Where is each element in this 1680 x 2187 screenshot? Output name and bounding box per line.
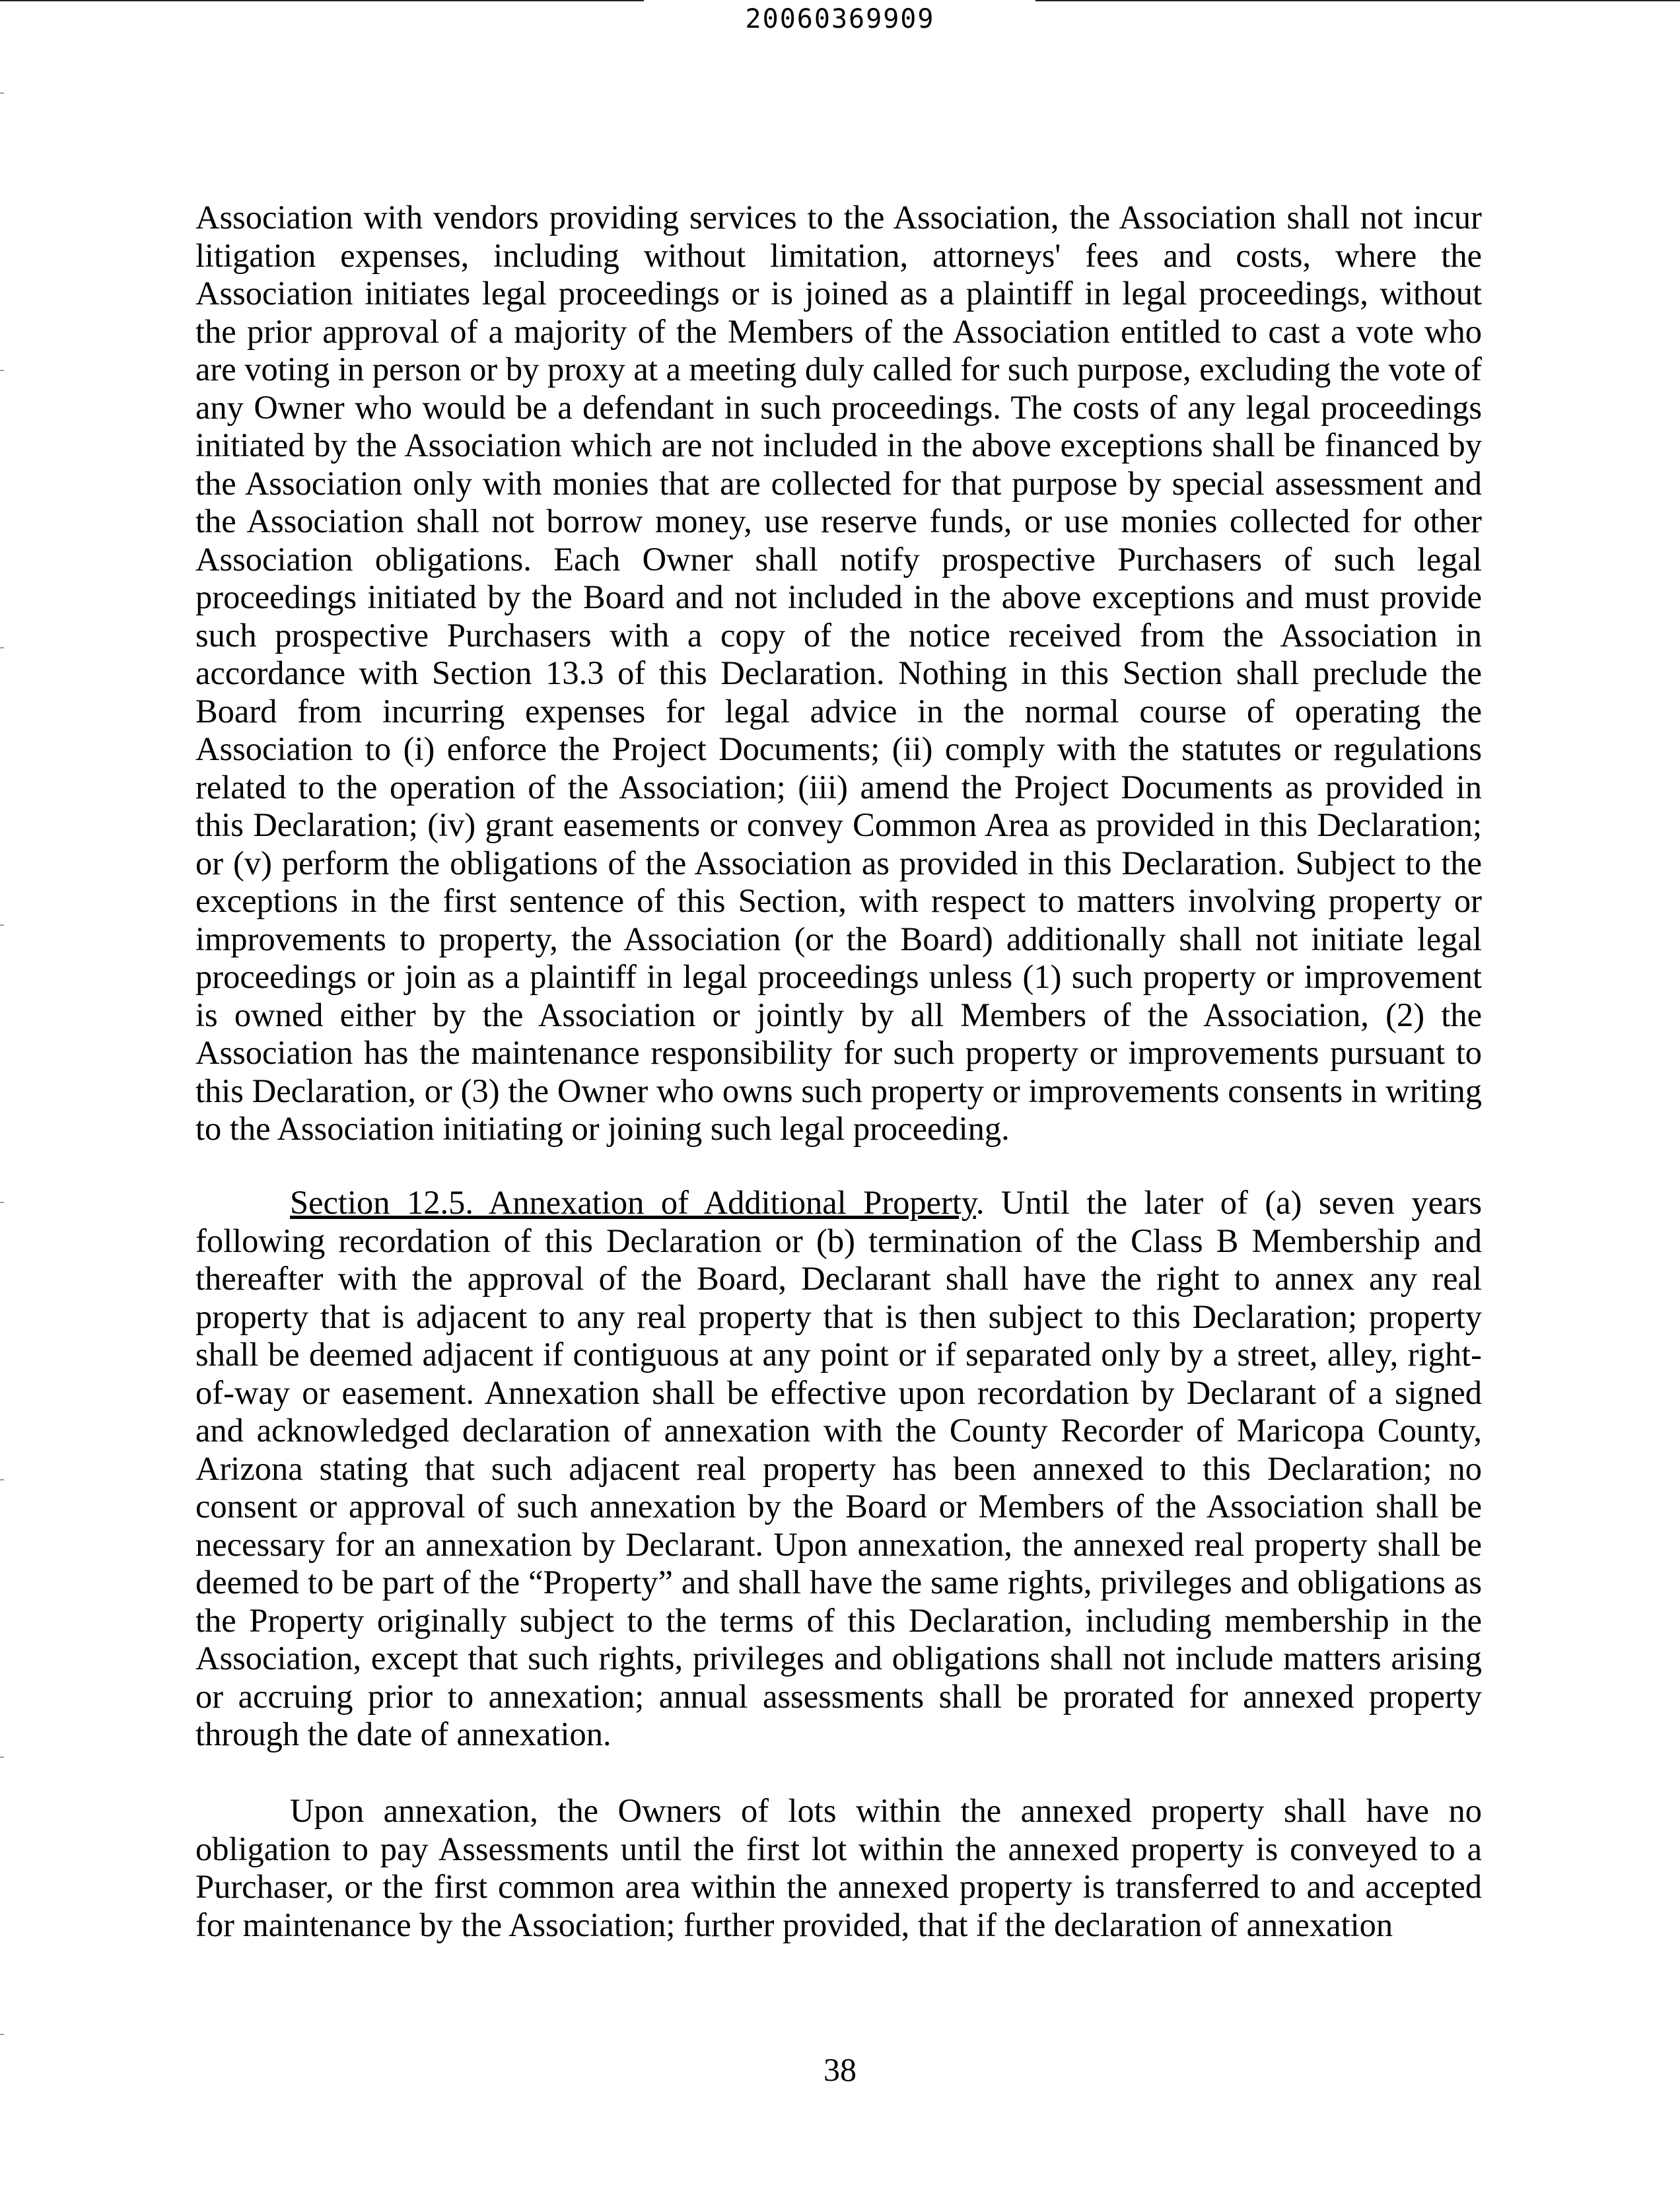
scan-edge-mark [0,1202,4,1203]
scan-edge-mark [0,647,4,648]
paragraph-litigation-expenses: Association with vendors providing services to the Association, the Association shall not incur litigation expenses, including without limitation, attorneys' fees and costs, where the Association initiates legal proceedings or is joined as a plaintiff in legal proceedings, without the prior approval of a majority of the Members of the Association entitled to cast a vote who are voting in person or by proxy at a meeting duly called for such purpose, excluding the vote of any Owner who would be a defendant in such proceedings. The costs of any legal proceedings initiated by the Association which are not included in the above exceptions shall be financed by the Association only with monies that are collected for that purpose by special assessment and the Association shall not borrow money, use reserve funds, or use monies collected for other Association obligations. Each Owner shall notify prospective Purchasers of such legal proceedings initiated by the Board and not included in the above exceptions and must provide such prospective Purchasers with a copy of the notice received from the Association in accordance with Section 13.3 of this Declaration. Nothing in this Section shall preclude the Board from incurring expenses for legal advice in the normal course of operating the Association to (i) enforce the Project Documents; (ii) comply with the statutes or regulations related to the operation of the Association; (iii) amend the Project Documents as provided in this Declaration; (iv) grant easements or convey Common Area as provided in this Declaration; or (v) perform the obligations of the Association as provided in this Declaration. Subject to the exceptions in the first sentence of this Section, with respect to matters involving property or improvements to property, the Association (or the Board) additionally shall not initiate legal proceedings or join as a plaintiff in legal proceedings unless (1) such property or improvement is owned either by the Association or jointly by all Members of the Association, (2) the Association has the maintenance responsibility for such property or improvements pursuant to this Declaration, or (3) the Owner who owns such property or improvements consents in writing to the Association initiating or joining such legal proceeding. [195,199,1482,1147]
scan-edge-mark [0,370,4,371]
scan-edge-mark [0,92,4,94]
section-12-5-paragraph [195,1184,1482,1754]
section-12-5-text: . Until the later of (a) seven years following recordation of this Declaration or (b) termination of the Class B Membership and thereafter with the approval of the Board, Declarant shall have the right to annex any real property that is adjacent to any real property that is then subject to this Declaration; property shall be deemed adjacent if contiguous at any point or if separated only by a street, alley, right-of-way or easement. Annexation shall be effective upon recordation by Declarant of a signed and acknowledged declaration of annexation with the County Recorder of Maricopa County, Arizona stating that such adjacent real property has been annexed to this Declaration; no consent or approval of such annexation by the Board or Members of the Association shall be necessary for an annexation by Declarant. Upon annexation, the annexed real property shall be deemed to be part of the “Property” and shall have the same rights, privileges and obligations as the Property originally subject to the terms of this Declaration, including membership in the Association, except that such rights, privileges and obligations shall not include matters arising or accruing prior to annexation; annual assessments shall be prorated for annexed property through the date of annexation. [195,1184,1482,1753]
header-rule-left [0,0,644,1]
paragraph-upon-annexation: Upon annexation, the Owners of lots within the annexed property shall have no obligation to pay Assessments until the first lot within the annexed property is conveyed to a Purchaser, or the first common area within the annexed property is transferred to and accepted for maintenance by the Association; further provided, that if the declaration of annexation [195,1792,1482,1943]
scan-edge-mark [0,1756,4,1758]
scan-edge-mark [0,1479,4,1480]
page-number: 38 [823,2051,857,2088]
scan-edge-mark [0,924,4,926]
document-number: 20060369909 [745,4,935,34]
header-rule-right [1035,0,1680,1]
scan-edge-mark [0,2034,4,2035]
section-12-5-heading: Section 12.5. Annexation of Additional Property [290,1184,976,1221]
